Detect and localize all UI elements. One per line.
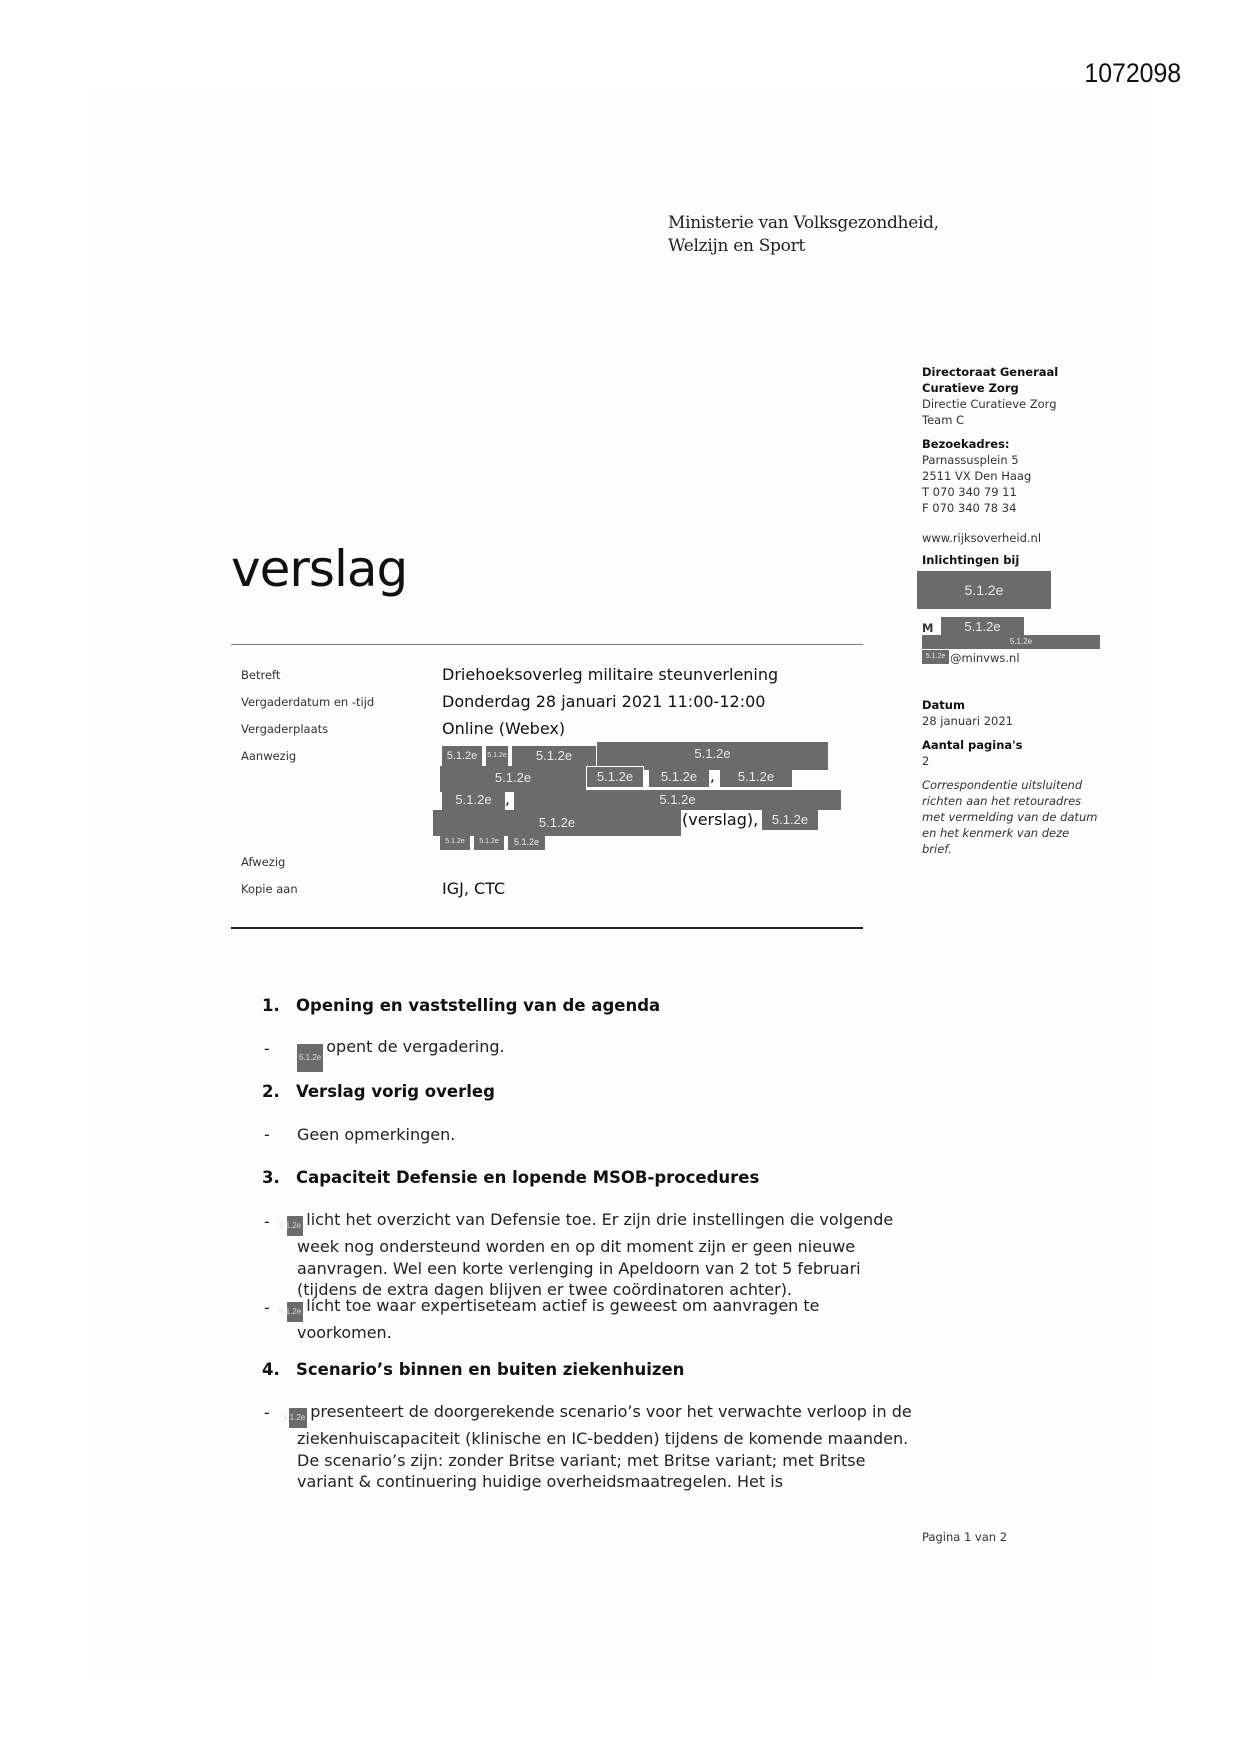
redaction-block: 5.1.2e [597, 742, 828, 770]
header-rule-bottom [231, 927, 863, 929]
redaction-block: 5.1.2e [474, 834, 504, 850]
header-rule-top [231, 644, 863, 645]
label-aanwezig: Aanwezig [241, 749, 297, 763]
bullet-dash: - [264, 1125, 270, 1144]
note-line-3: met vermelding van de datum [922, 810, 1098, 824]
redaction-email-user: 5.1.2e [922, 650, 949, 664]
team: Team C [922, 413, 965, 427]
email-domain: @minvws.nl [950, 651, 1020, 665]
phone: T 070 340 79 11 [922, 485, 1017, 499]
note-line-2: richten aan het retouradres [922, 794, 1082, 808]
bullet-dash: - [264, 1212, 270, 1231]
date-value: 28 januari 2021 [922, 714, 1014, 728]
redaction-block: 5.1.2e [442, 790, 505, 810]
date-label: Datum [922, 698, 965, 712]
bullet-dash: - [264, 1403, 270, 1422]
label-vergaderplaats: Vergaderplaats [241, 722, 329, 736]
agenda-2-bullet-1: Geen opmerkingen. [297, 1125, 456, 1144]
document-number: 1072098 [1084, 58, 1181, 88]
mobile-prefix: M [922, 621, 934, 635]
agenda-heading-3: 3. Capaciteit Defensie en lopende MSOB-procedures [262, 1168, 760, 1187]
redaction-block: 5.1.2e [649, 767, 709, 787]
redaction-block: 5.1.2e [440, 834, 470, 850]
redaction-contact-name: 5.1.2e [917, 571, 1051, 609]
label-datum-tijd: Vergaderdatum en -tijd [241, 695, 375, 709]
agenda-heading-1: 1. Opening en vaststelling van de agenda [262, 996, 661, 1015]
value-datum-tijd: Donderdag 28 januari 2021 11:00-12:00 [442, 692, 766, 711]
ministry-logo-text [668, 212, 939, 258]
sidebar-organisation [922, 364, 1058, 568]
verslag-note: (verslag), [682, 810, 759, 829]
bullet-dash: - [264, 1039, 270, 1058]
ministry-line-2: Welzijn en Sport [668, 236, 805, 256]
redaction-extra: 5.1.2e [922, 635, 1100, 649]
redaction-block: 5.1.2e [514, 790, 841, 810]
value-vergaderplaats: Online (Webex) [442, 719, 566, 738]
redaction-block: 5.1.2e [442, 746, 482, 766]
website-link[interactable]: www.rijksoverheid.nl [922, 531, 1042, 545]
redaction-inline: 5.1.2e [287, 1302, 303, 1322]
agenda-3-bullet-2: 5.1.2e licht toe waar expertiseteam actief is geweest om aanvragen te voorkomen. [279, 1296, 820, 1342]
label-betreft: Betreft [241, 668, 281, 682]
redaction-block: 5.1.2e [720, 767, 792, 787]
ministry-line-1: Ministerie van Volksgezondheid, [668, 213, 939, 233]
redaction-block: 5.1.2e [586, 766, 644, 788]
comma: , [505, 790, 510, 808]
info-label: Inlichtingen bij [922, 553, 1020, 567]
redaction-block: 5.1.2e [440, 766, 586, 792]
bullet-dash: - [264, 1298, 270, 1317]
redaction-block: 5.1.2e [762, 810, 818, 830]
note-line-4: en het kenmerk van deze [922, 826, 1070, 840]
redaction-mobile: 5.1.2e [941, 617, 1024, 637]
agenda-heading-4: 4. Scenario’s binnen en buiten ziekenhuizen [262, 1360, 685, 1379]
label-kopie-aan: Kopie aan [241, 882, 298, 896]
redaction-inline: 5.1.2e [287, 1216, 303, 1236]
page-number: Pagina 1 van 2 [922, 1530, 1008, 1544]
redaction-block: 5.1.2e [433, 810, 681, 836]
redaction-inline: 5.1.2e [289, 1408, 307, 1428]
department: Directie Curatieve Zorg [922, 397, 1057, 411]
comma: , [710, 767, 715, 785]
value-betreft: Driehoeksoverleg militaire steunverlening [442, 665, 779, 684]
fax: F 070 340 78 34 [922, 501, 1017, 515]
visit-address-label: Bezoekadres: [922, 437, 1010, 451]
pages-value: 2 [922, 754, 930, 768]
note-line-5: brief. [922, 842, 952, 856]
redaction-block: 5.1.2e [508, 834, 545, 850]
agenda-3-bullet-1: 5.1.2e licht het overzicht van Defensie toe. Er zijn drie instellingen die volgende week nog ondersteund worden en op dit moment zijn er geen nieuwe aanvragen. Wel een korte verlenging in Apeldoorn van 2 tot 5 februari (tijdens de extra dagen blijven er twee coördinatoren achter). [279, 1210, 894, 1300]
city: 2511 VX Den Haag [922, 469, 1032, 483]
redaction-inline: 5.1.2e [297, 1044, 323, 1072]
pages-label: Aantal pagina's [922, 738, 1023, 752]
redaction-block: 5.1.2e [486, 746, 508, 766]
document-title: verslag [231, 540, 408, 598]
org-line-2: Curatieve Zorg [922, 381, 1019, 395]
agenda-1-bullet-1: 5.1.2eopent de vergadering. [297, 1036, 917, 1072]
note-line-1: Correspondentie uitsluitend [922, 778, 1083, 792]
label-afwezig: Afwezig [241, 855, 286, 869]
agenda-heading-2: 2. Verslag vorig overleg [262, 1082, 495, 1101]
agenda-4-bullet-1: 5.1.2e presenteert de doorgerekende scenario’s voor het verwachte verloop in de ziekenhuiscapaciteit (klinische en IC-bedden) tijdens de komende maanden. De scenario’s zijn: zonder Britse variant; met Britse variant; met Britse variant & continuering huidige overheidsmaatregelen. Het is [283, 1402, 912, 1492]
sidebar-meta [922, 697, 1097, 857]
org-line-1: Directoraat Generaal [922, 365, 1059, 379]
value-kopie-aan: IGJ, CTC [442, 879, 506, 898]
redaction-block: 5.1.2e [512, 746, 596, 766]
street: Parnassusplein 5 [922, 453, 1019, 467]
